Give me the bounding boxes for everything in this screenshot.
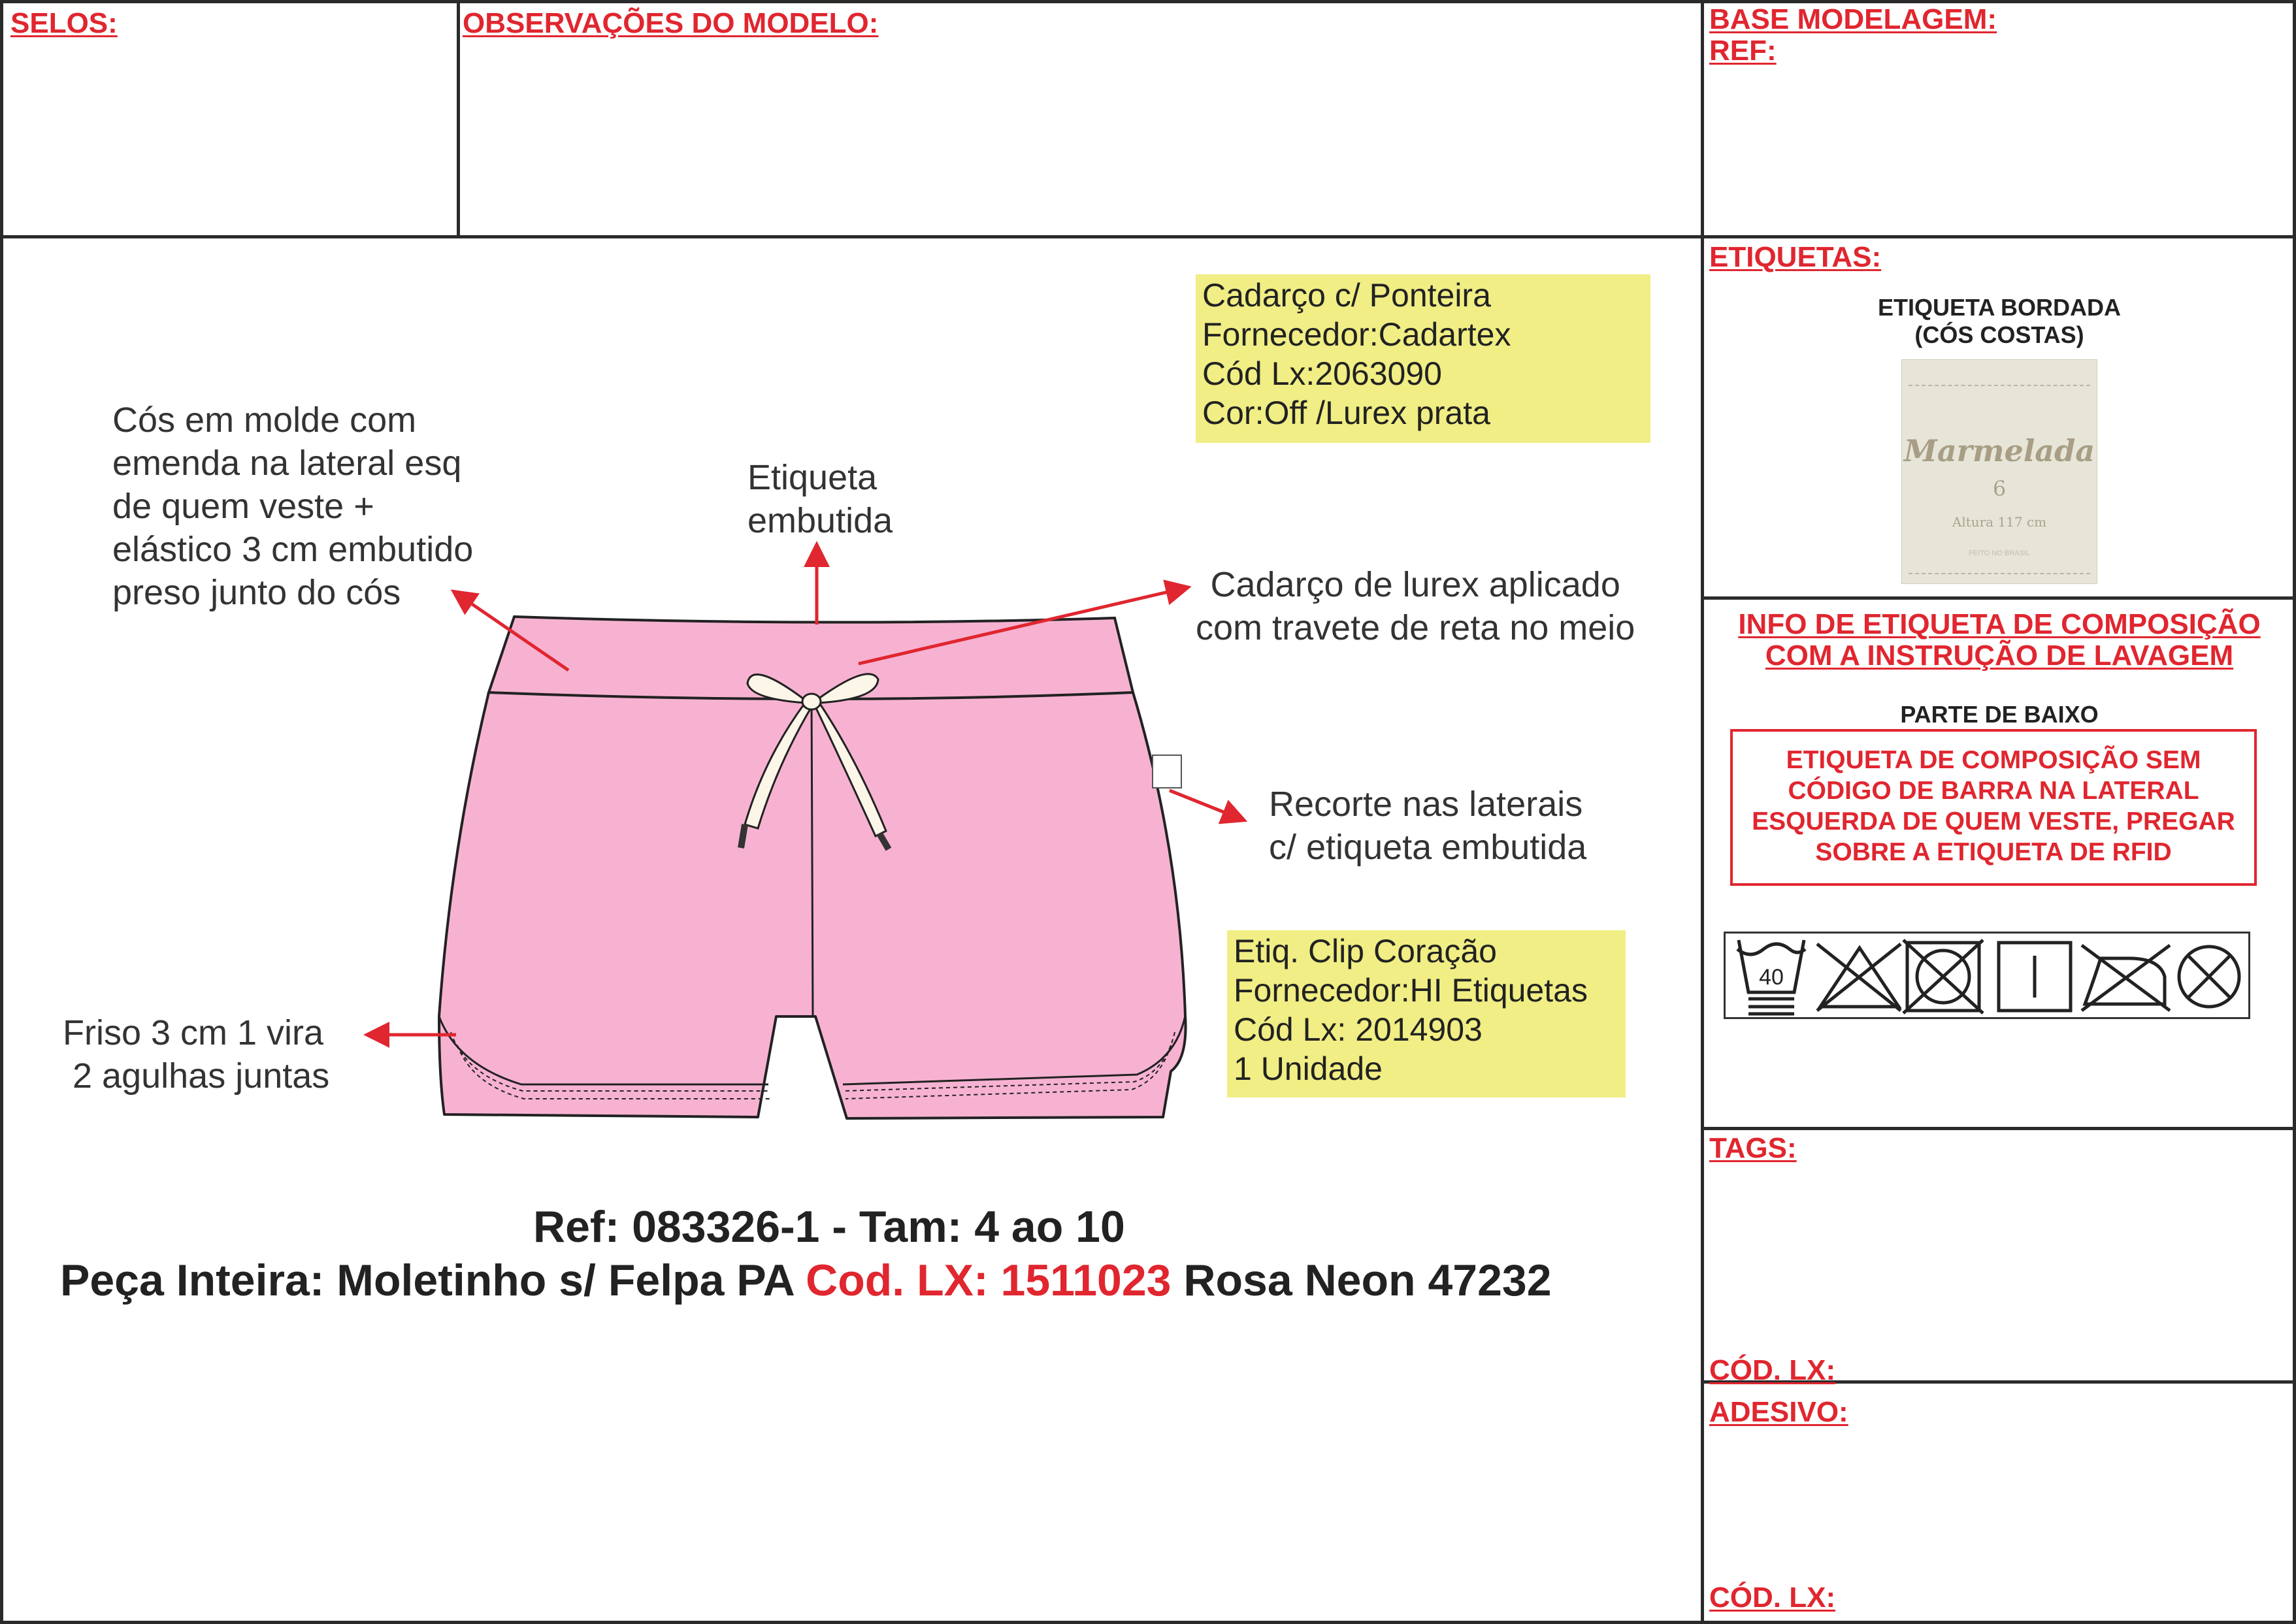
divider-top-row (0, 235, 2296, 238)
care-symbols-strip (1724, 932, 2250, 1019)
divider-composicao (1702, 1127, 2296, 1130)
embroidered-label-image (1901, 359, 2097, 584)
info-composicao-header: INFO DE ETIQUETA DE COMPOSIÇÃO COM A INSTRUÇÃO DE LAVAGEM (1738, 608, 2261, 672)
label-brand: Marmelada (1903, 433, 2095, 468)
right-hem-stitch (843, 1016, 1185, 1084)
adesivo-header: ADESIVO: (1709, 1396, 1848, 1428)
no-dry-clean-icon (2179, 947, 2239, 1007)
label-height: Altura 117 cm (1952, 514, 2047, 530)
ref-header: REF: (1709, 35, 1777, 67)
divider-etiquetas (1702, 596, 2296, 600)
selos-header: SELOS: (10, 7, 118, 39)
etiquetas-header: ETIQUETAS: (1709, 241, 1882, 273)
cod-lx-tags-label: CÓD. LX: (1709, 1354, 1836, 1386)
annotation-arrows (370, 547, 1241, 1035)
no-bleach-icon (1817, 944, 1901, 1011)
etiqueta-bordada-title: ETIQUETA BORDADA (CÓS COSTAS) (1878, 294, 2121, 348)
material-code: Cod. LX: 1511023 (806, 1256, 1172, 1305)
waistband (489, 617, 1133, 699)
tags-header: TAGS: (1709, 1132, 1797, 1164)
label-made-in: FEITO NO BRASIL (1969, 549, 2030, 557)
side-heart-tag (1153, 755, 1181, 788)
label-size: 6 (1992, 476, 2007, 501)
observacoes-header: OBSERVAÇÕES DO MODELO: (463, 7, 879, 39)
etiqueta-embutida-note: Etiqueta embutida (747, 458, 893, 540)
cadarco-aplicado-note: Cadarço de lurex aplicado com travete de reta no meio (1196, 565, 1635, 647)
drawstring-bow (745, 674, 886, 836)
material-title: Peça Inteira: Moletinho s/ Felpa PA Cod. LX: 1511023 Rosa Neon 47232 (60, 1256, 1552, 1305)
cod-lx-adesivo-label: CÓD. LX: (1709, 1582, 1836, 1614)
cos-note: Cós em molde com emenda na lateral esq de quem veste + elástico 3 cm embutido preso junto do cós (112, 400, 474, 612)
base-modelagem-header: BASE MODELAGEM: (1709, 3, 1997, 35)
line-dry-icon (1999, 943, 2071, 1011)
no-iron-icon (2082, 945, 2170, 1011)
recorte-note: Recorte nas laterais c/ etiqueta embutida (1269, 785, 1587, 867)
clip-info-box: Etiq. Clip Coração Fornecedor:HI Etiquetas Cód Lx: 2014903 1 Unidade (1227, 930, 1626, 1097)
border-bottom (0, 1621, 2296, 1624)
center-seam (812, 698, 813, 1016)
wash-temp: 40 (1759, 965, 1784, 990)
friso-note: Friso 3 cm 1 vira 2 agulhas juntas (63, 1013, 330, 1096)
parte-de-baixo-label: PARTE DE BAIXO (1900, 701, 2099, 728)
cadarco-info-box: Cadarço c/ Ponteira Fornecedor:Cadartex Cód Lx:2063090 Cor:Off /Lurex prata (1196, 274, 1650, 443)
shorts-body (439, 692, 1186, 1118)
left-hem-stitch (439, 1016, 768, 1084)
composition-instruction-box: ETIQUETA DE COMPOSIÇÃO SEM CÓDIGO DE BARRA NA LATERAL ESQUERDA DE QUEM VESTE, PREGAR SOBRE A ETIQUETA DE RFID (1730, 729, 2257, 886)
ref-size-title: Ref: 083326-1 - Tam: 4 ao 10 (533, 1202, 1125, 1252)
divider-selos (457, 0, 460, 236)
border-left (0, 0, 3, 1624)
no-tumble-dry-icon (1903, 940, 1983, 1013)
